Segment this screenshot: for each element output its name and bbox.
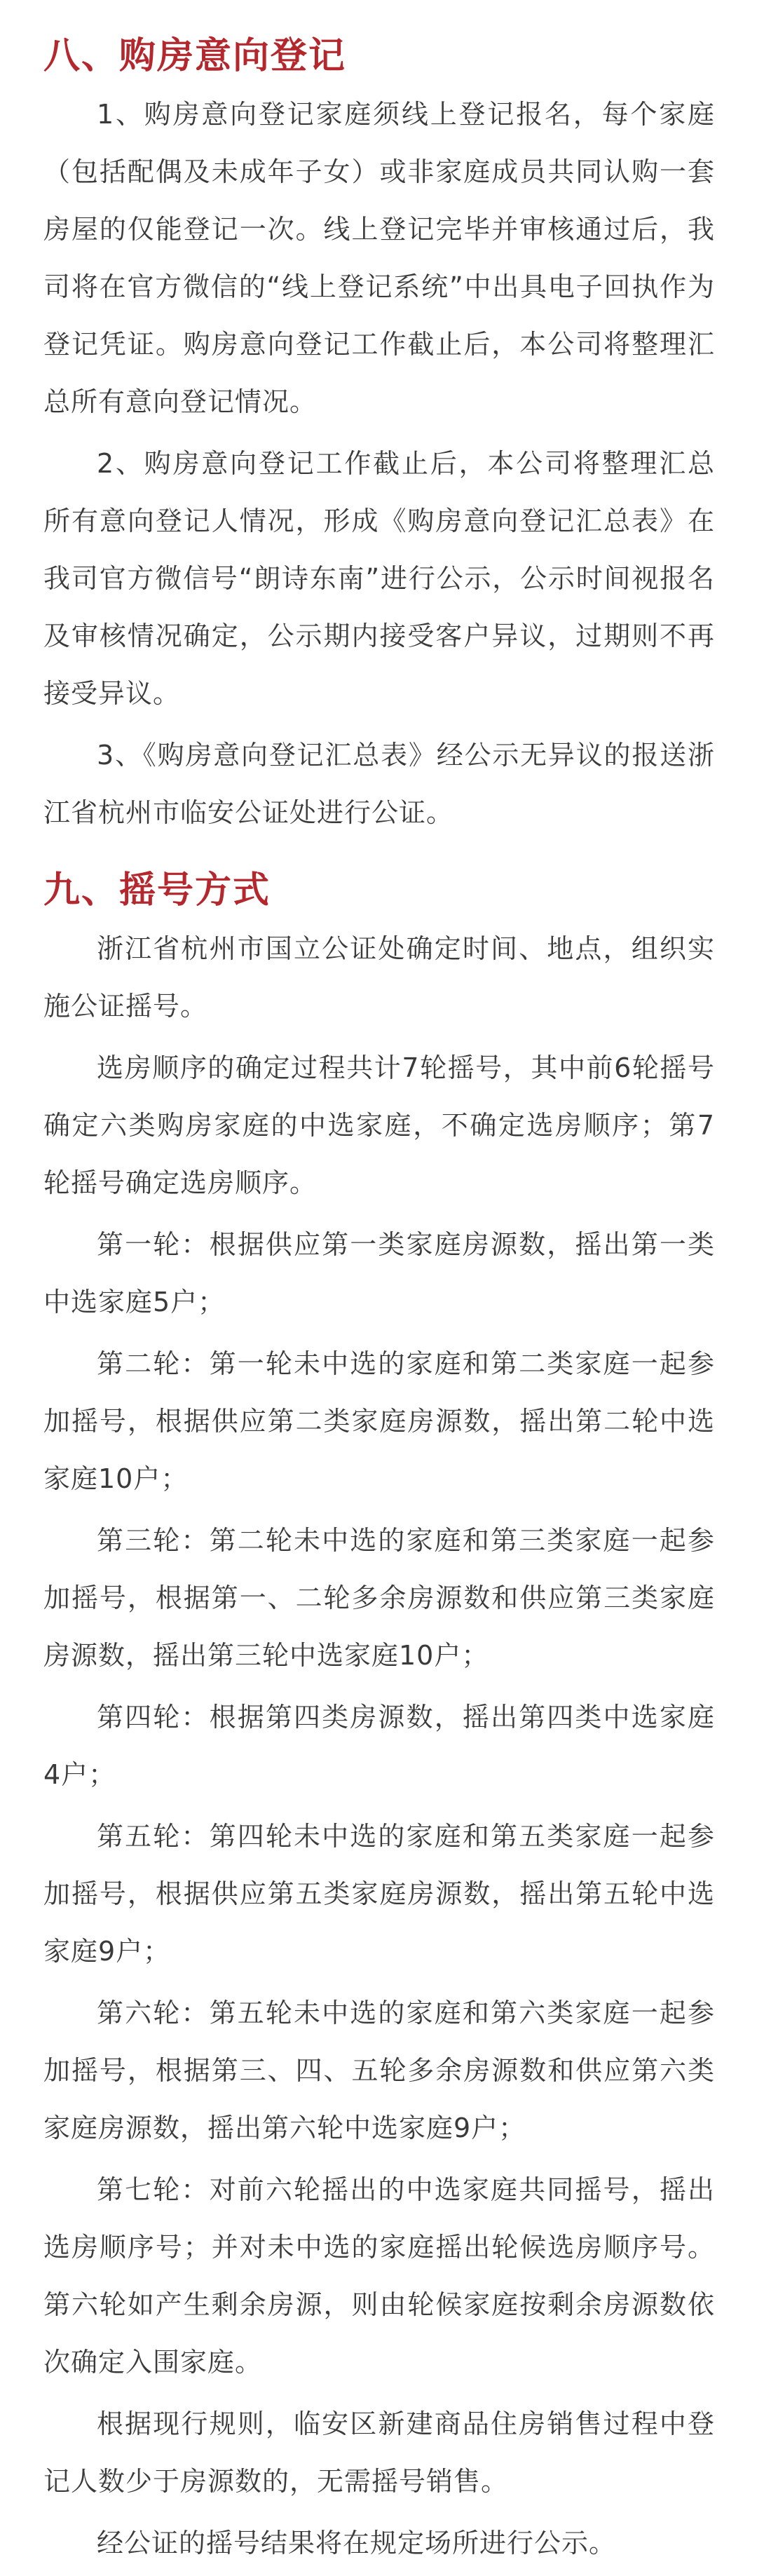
paragraph: 选房顺序的确定过程共计7轮摇号，其中前6轮摇号确定六类购房家庭的中选家庭，不确定选房顺序；第7轮摇号确定选房顺序。 bbox=[43, 1052, 715, 1198]
section-lottery-method bbox=[43, 861, 715, 2572]
paragraph: 第七轮：对前六轮摇出的中选家庭共同摇号，摇出选房顺序号；并对未中选的家庭摇出轮候选房顺序号。第六轮如产生剩余房源，则由轮候家庭按剩余房源数依次确定入围家庭。 bbox=[43, 2174, 715, 2378]
paragraph: 2、购房意向登记工作截止后，本公司将整理汇总所有意向登记人情况，形成《购房意向登记汇总表》在我司官方微信号“朗诗东南”进行公示，公示时间视报名及审核情况确定，公示期内接受客户异议，过期则不再接受异议。 bbox=[43, 448, 715, 709]
paragraph: 第六轮：第五轮未中选的家庭和第六类家庭一起参加摇号，根据第三、四、五轮多余房源数和供应第六类家庭房源数，摇出第六轮中选家庭9户； bbox=[43, 1998, 715, 2143]
paragraph: 3、《购房意向登记汇总表》经公示无异议的报送浙江省杭州市临安公证处进行公证。 bbox=[43, 740, 715, 828]
paragraph: 第五轮：第四轮未中选的家庭和第五类家庭一起参加摇号，根据供应第五类家庭房源数，摇出第五轮中选家庭9户； bbox=[43, 1821, 715, 1967]
paragraph: 第三轮：第二轮未中选的家庭和第三类家庭一起参加摇号，根据第一、二轮多余房源数和供应第三类家庭房源数，摇出第三轮中选家庭10户； bbox=[43, 1525, 715, 1671]
paragraph: 第一轮：根据供应第一类家庭房源数，摇出第一类中选家庭5户； bbox=[43, 1229, 715, 1317]
paragraph: 第四轮：根据第四类房源数，摇出第四类中选家庭4户； bbox=[43, 1702, 715, 1790]
paragraph: 1、购房意向登记家庭须线上登记报名，每个家庭（包括配偶及未成年子女）或非家庭成员共同认购一套房屋的仅能登记一次。线上登记完毕并审核通过后，我司将在官方微信的“线上登记系统”中出具电子回执作为登记凭证。购房意向登记工作截止后，本公司将整理汇总所有意向登记情况。 bbox=[43, 99, 715, 417]
paragraph: 浙江省杭州市国立公证处确定时间、地点，组织实施公证摇号。 bbox=[43, 933, 715, 1022]
paragraph: 根据现行规则，临安区新建商品住房销售过程中登记人数少于房源数的，无需摇号销售。 bbox=[43, 2408, 715, 2497]
paragraph: 第二轮：第一轮未中选的家庭和第二类家庭一起参加摇号，根据供应第二类家庭房源数，摇出第二轮中选家庭10户； bbox=[43, 1348, 715, 1494]
section-purchase-intent-registration bbox=[43, 27, 715, 841]
paragraph: 经公证的摇号结果将在规定场所进行公示。 bbox=[97, 2528, 617, 2558]
section-heading: 九、摇号方式 bbox=[43, 869, 271, 911]
section-heading: 八、购房意向登记 bbox=[43, 35, 347, 77]
